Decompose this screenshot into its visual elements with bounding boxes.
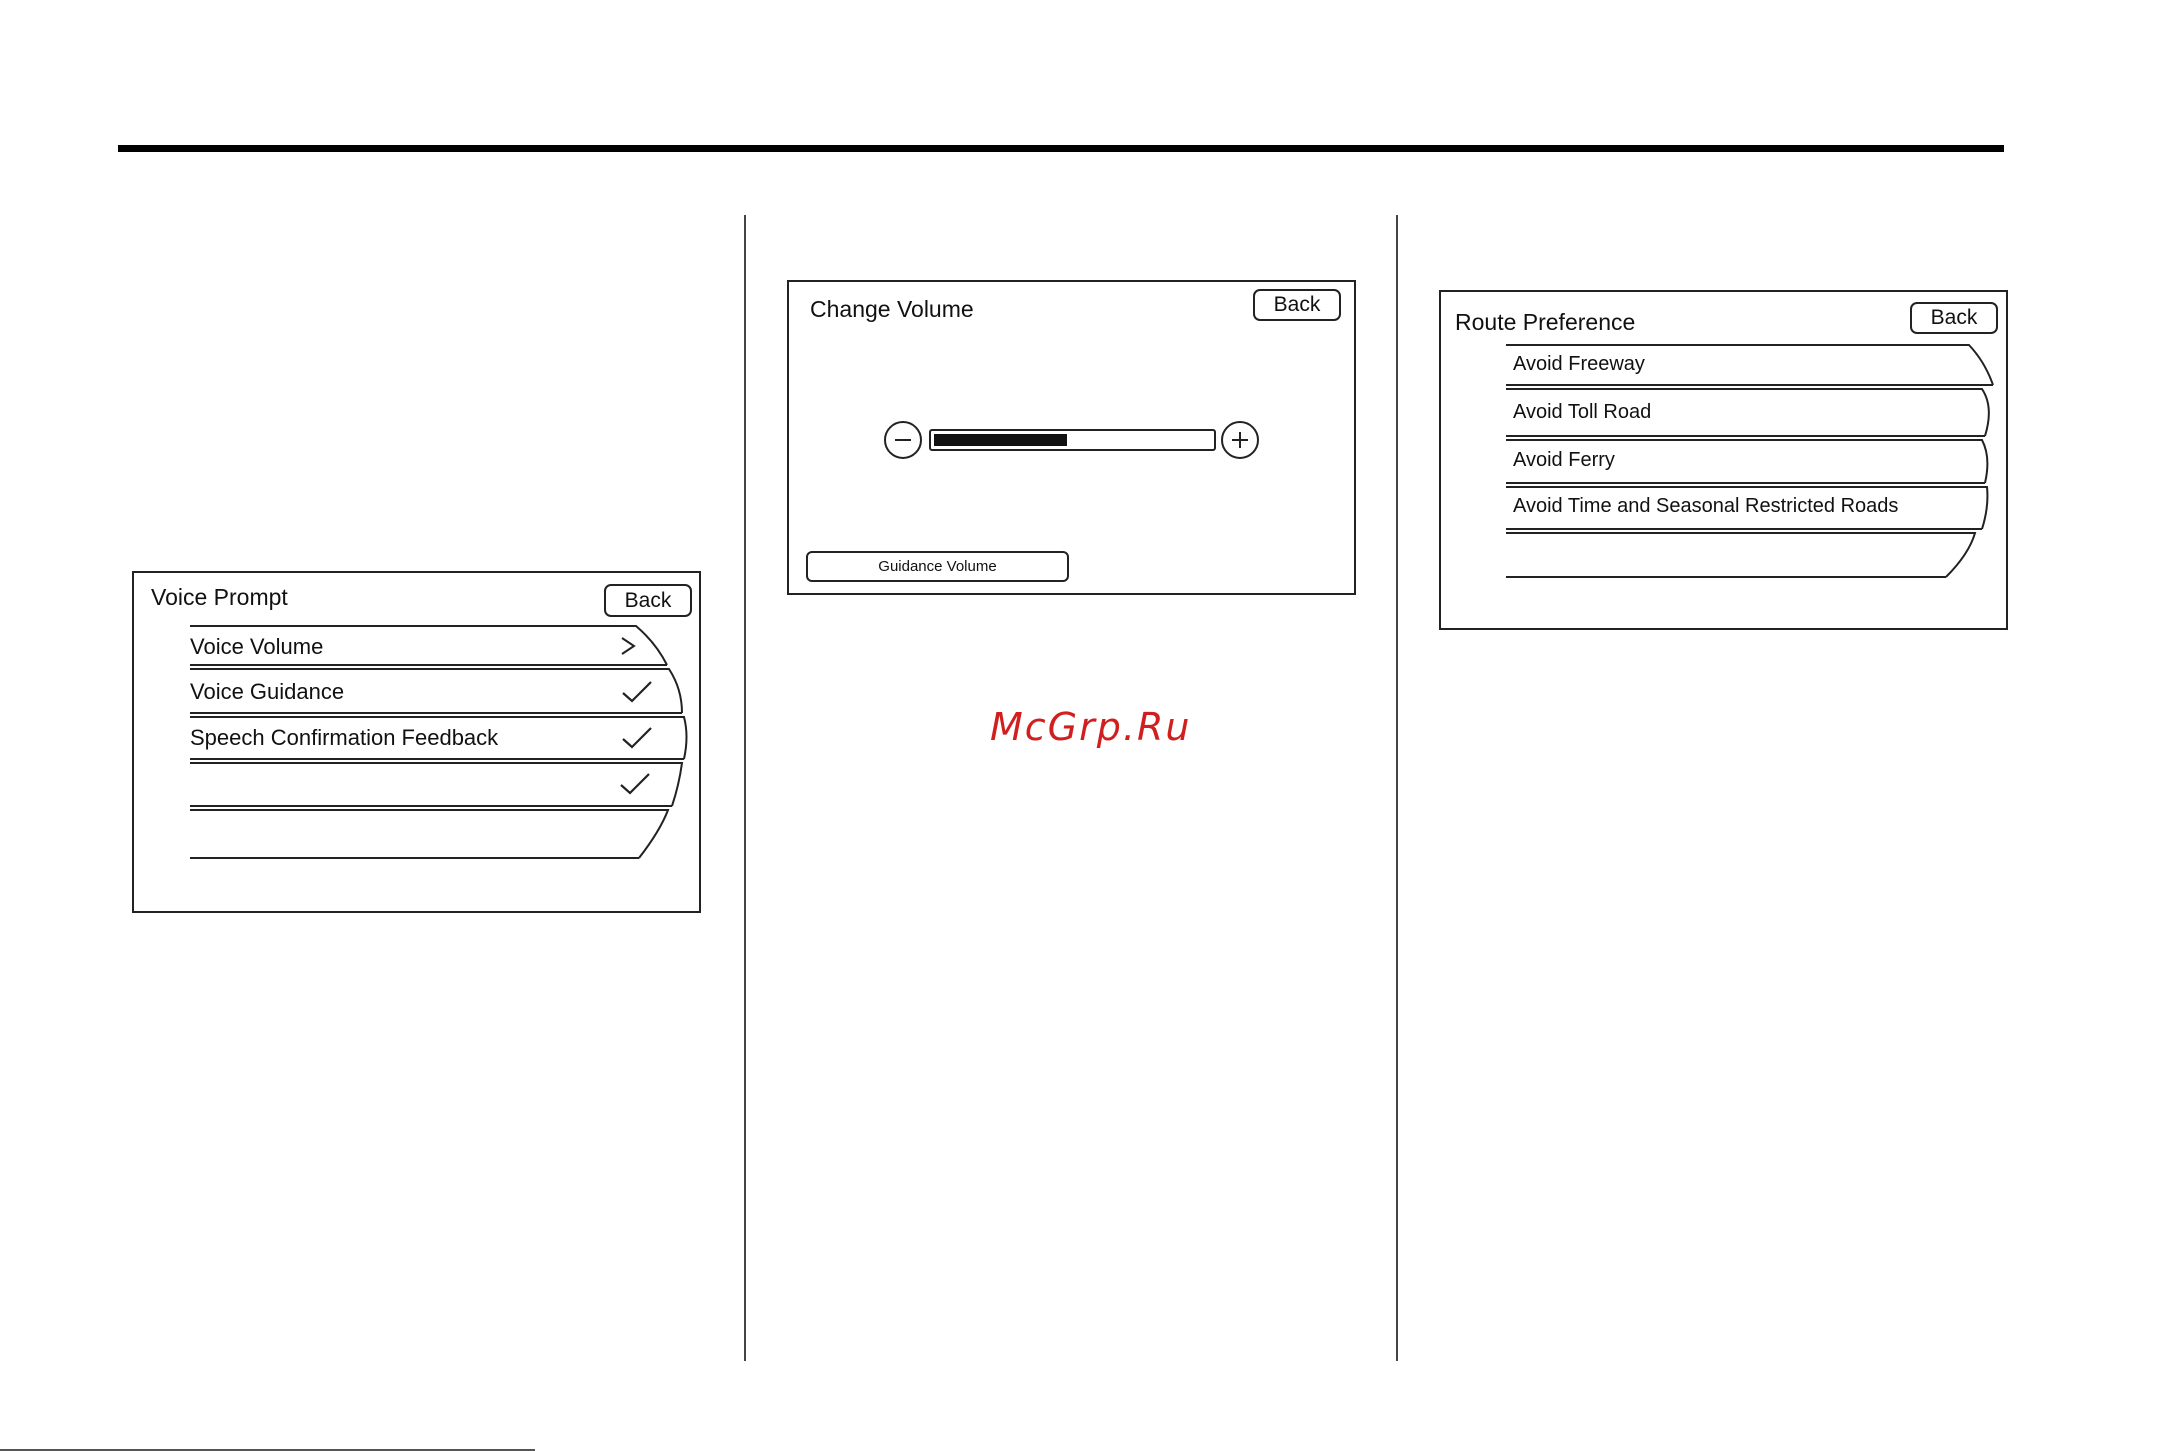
- screen-title: Voice Prompt: [151, 584, 288, 610]
- column-divider-right: [1396, 215, 1398, 1361]
- minus-icon: [886, 423, 920, 457]
- list-item-label: Avoid Toll Road: [1513, 401, 1652, 423]
- guidance-volume-button[interactable]: Guidance Volume: [806, 551, 1069, 582]
- list-item-avoid-ferry[interactable]: [1506, 440, 1985, 483]
- list-item-voice-volume[interactable]: [190, 626, 670, 665]
- back-button[interactable]: Back: [1253, 289, 1341, 321]
- list-item-avoid-toll-road[interactable]: [1506, 389, 1985, 436]
- chevron-right-icon: [618, 635, 638, 657]
- watermark: McGrp.Ru: [990, 705, 1192, 749]
- list-item-voice-guidance[interactable]: [190, 669, 682, 713]
- volume-slider[interactable]: [929, 429, 1216, 451]
- list-item-label: Avoid Freeway: [1513, 353, 1645, 375]
- checkmark-icon: [620, 725, 654, 751]
- back-button[interactable]: Back: [604, 584, 692, 617]
- change-volume-screen: [787, 280, 1356, 595]
- route-preference-screen: [1439, 290, 2008, 630]
- screen-title: Change Volume: [810, 296, 974, 322]
- checkmark-icon: [618, 771, 652, 797]
- list-item-blank[interactable]: [1506, 533, 1975, 577]
- list-item-label: Voice Volume: [190, 634, 324, 659]
- back-button[interactable]: Back: [1910, 302, 1998, 334]
- list-item-avoid-freeway[interactable]: [1506, 345, 1993, 385]
- list-item-blank[interactable]: [190, 810, 668, 858]
- list-item-avoid-restricted-roads[interactable]: [1506, 487, 1987, 529]
- column-divider-left: [744, 215, 746, 1361]
- list-item-label: Avoid Time and Seasonal Restricted Roads: [1513, 495, 1899, 517]
- checkmark-icon: [620, 679, 654, 705]
- list-item-speech-confirmation[interactable]: [190, 717, 684, 759]
- list-item-label: Speech Confirmation Feedback: [190, 725, 499, 750]
- volume-increase-button[interactable]: [1221, 421, 1259, 459]
- voice-prompt-screen: [132, 571, 701, 913]
- list-item-blank[interactable]: [190, 763, 682, 806]
- list-item-label: Voice Guidance: [190, 679, 345, 704]
- volume-slider-fill: [934, 434, 1067, 446]
- volume-decrease-button[interactable]: [884, 421, 922, 459]
- screen-title: Route Preference: [1455, 309, 1636, 335]
- header-rule: [118, 145, 2004, 152]
- list-item-label: Avoid Ferry: [1513, 449, 1615, 471]
- plus-icon: [1223, 423, 1257, 457]
